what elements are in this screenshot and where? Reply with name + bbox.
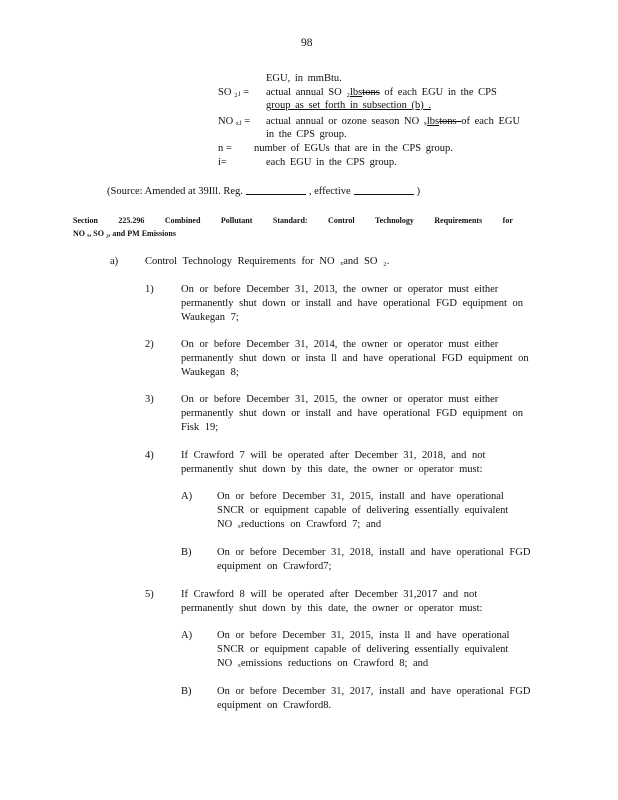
definition-text-i: each EGU in the CPS group. [266, 157, 397, 168]
blank-line [354, 185, 414, 195]
definition-text-nox-line2: in the CPS group. [266, 129, 347, 140]
heading-word: Pollutant [220, 216, 253, 225]
item-5a-marker: A) [181, 630, 193, 641]
definition-symbol-nox: NO ₓⱼ = [218, 116, 251, 127]
page-number: 98 [301, 37, 313, 49]
subsection-a-marker: a) [110, 256, 119, 267]
heading-word: Requirements [434, 216, 483, 225]
item-2-text: On or before December 31, 2014, the owner or operator must either permanently shut down or insta ll and have operational FGD equipment on Waukegan 8; [181, 339, 529, 378]
heading-line-2: NO ₓ, SO ₂, and PM Emissions [73, 229, 176, 238]
item-1-text: On or before December 31, 2013, the owner or operator must either permanently shut down or install and have operational FGD equipment on Waukegan 7; [181, 284, 524, 323]
heading-word: Control [328, 216, 355, 225]
item-4-marker: 4) [145, 450, 154, 461]
definition-text-nox: actual annual or ozone season NO ₓlbstons of each EGU [266, 116, 521, 127]
heading-word: 225.296 [118, 216, 145, 225]
heading-word: Combined [164, 216, 201, 225]
definition-text-so2-line2: group as set forth in subsection (b) . [266, 100, 432, 111]
source-note: (Source: Amended at 39Ill. Reg. , effective ) [107, 186, 421, 197]
subsection-a-text: Control Technology Requirements for NO ₓand SO ₂. [145, 256, 390, 267]
item-4b-marker: B) [181, 547, 192, 558]
heading-word: Standard: [272, 216, 308, 225]
item-5-text: If Crawford 8 will be operated after December 31,2017 and not permanently shut down by this date, the owner or operator must: [181, 589, 483, 614]
item-5b-marker: B) [181, 686, 192, 697]
item-4-text: If Crawford 7 will be operated after December 31, 2018, and not permanently shut down by this date, the owner or operator must: [181, 450, 486, 475]
item-4a-text: On or before December 31, 2015, install and have operational SNCR or equipment capable of delivering essentially equivalent NO ₓreductions on Crawford 7; and [217, 491, 509, 530]
definition-continuation: EGU, in mmBtu. [266, 73, 342, 84]
item-4b-text: On or before December 31, 2018, install and have operational FGD equipment on Crawford7; [217, 547, 531, 572]
item-2-marker: 2) [145, 339, 154, 350]
item-4a-marker: A) [181, 491, 193, 502]
item-3-marker: 3) [145, 394, 154, 405]
item-5-marker: 5) [145, 589, 154, 600]
heading-word: Technology [375, 216, 414, 225]
blank-line [246, 185, 306, 195]
item-5a-text: On or before December 31, 2015, insta ll and have operational SNCR or equipment capable of delivering essentially equivalent NO ₓemissions reductions on Crawford 8; and [217, 630, 510, 669]
heading-word: for [502, 216, 513, 225]
item-1-marker: 1) [145, 284, 154, 295]
item-5b-text: On or before December 31, 2017, install and have operational FGD equipment on Crawford8. [217, 686, 531, 711]
item-3-text: On or before December 31, 2015, the owner or operator must either permanently shut down or install and have operational FGD equipment on Fisk 19; [181, 394, 524, 433]
definition-symbol-i: i= [218, 157, 227, 168]
definition-text-so2: actual annual SO ₂lbstons of each EGU in the CPS [266, 87, 497, 98]
definition-symbol-n: n = [218, 143, 232, 154]
heading-word: Section [73, 216, 98, 225]
definition-symbol-so2: SO ₂ⱼ = [218, 87, 250, 98]
definition-text-n: number of EGUs that are in the CPS group. [254, 143, 453, 154]
section-heading [73, 214, 513, 240]
